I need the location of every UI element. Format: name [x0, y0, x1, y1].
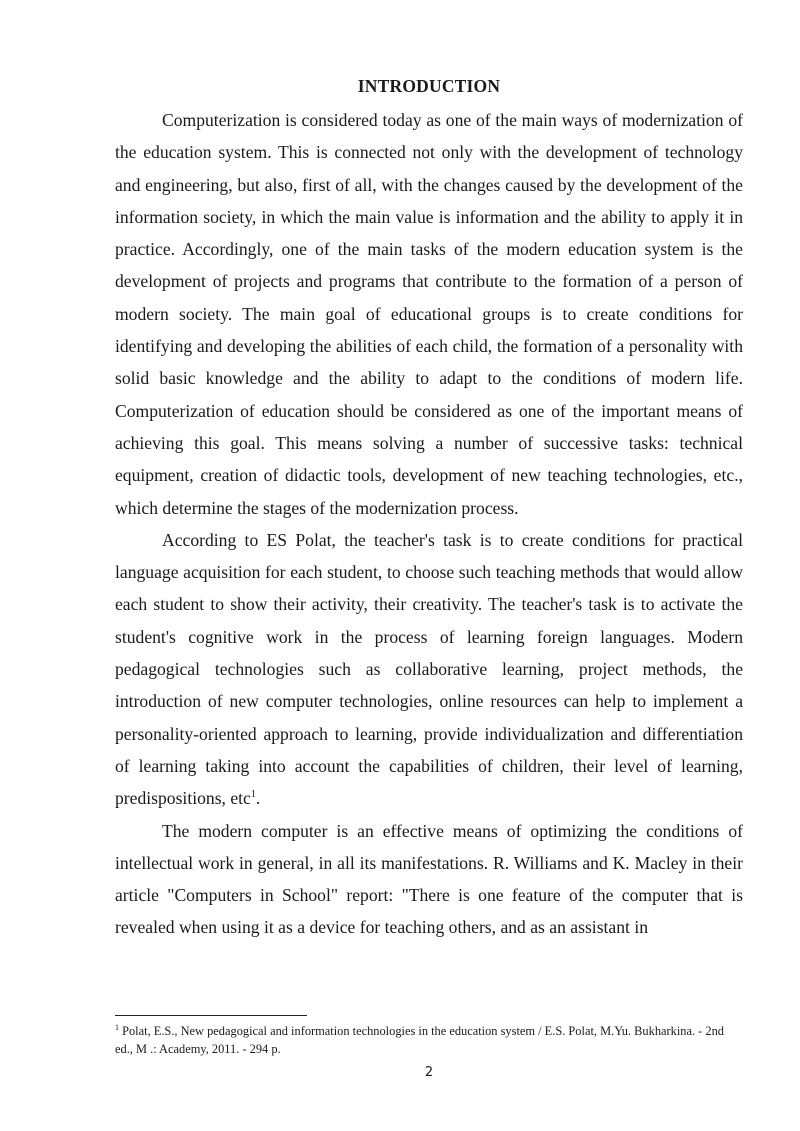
paragraph-2	[115, 524, 743, 815]
footnote-reference[interactable]: 1	[250, 789, 256, 801]
body-text	[115, 104, 743, 944]
footnote	[115, 1023, 743, 1058]
page-title: INTRODUCTION	[357, 76, 501, 96]
paragraph-1: Computerization is considered today as one of the main ways of modernization of the education system. This is connected not only with the development of technology and engineering, but also, first of all, with the changes caused by the development of the information society, in which the main value is information and the ability to apply it in practice. Accordingly, one of the main tasks of the modern education system is the development of projects and programs that contribute to the formation of a person of modern society. The main goal of educational groups is to create conditions for identifying and developing the abilities of each child, the formation of a personality with solid basic knowledge and the ability to adapt to the conditions of modern life. Computerization of education should be considered as one of the important means of achieving this goal. This means solving a number of successive tasks: technical equipment, creation of didactic tools, development of new teaching technologies, etc., which determine the stages of the modernization process.	[115, 110, 743, 518]
paragraph-3: The modern computer is an effective means of optimizing the conditions of intellectual work in general, in all its manifestations. R. Williams and K. Macley in their article "Computers in School" report: "There is one feature of the computer that is revealed when using it as a device for teaching others, and as an assistant in	[115, 820, 743, 938]
footnote-separator	[115, 1015, 307, 1016]
footnote-text: Polat, E.S., New pedagogical and information technologies in the education system / E.S. Polat, M.Yu. Bukharkina. - 2nd ed., M .: Academy, 2011. - 294 p.	[115, 1024, 724, 1056]
paragraph-2-end: .	[255, 788, 261, 809]
page-number: 2	[424, 1065, 434, 1080]
paragraph-2-text: According to ES Polat, the teacher's task is to create conditions for practical language acquisition for each student, to choose such teaching methods that would allow each student to show their activity, their creativity. The teacher's task is to activate the student's cognitive work in the process of learning foreign languages. Modern pedagogical technologies such as collaborative learning, project methods, the introduction of new computer technologies, online resources can help to implement a personality-oriented approach to learning, provide individualization and differentiation of learning taking into account the capabilities of children, their level of learning, predispositions, etc	[115, 529, 743, 809]
footnote-marker: 1	[115, 1022, 119, 1032]
